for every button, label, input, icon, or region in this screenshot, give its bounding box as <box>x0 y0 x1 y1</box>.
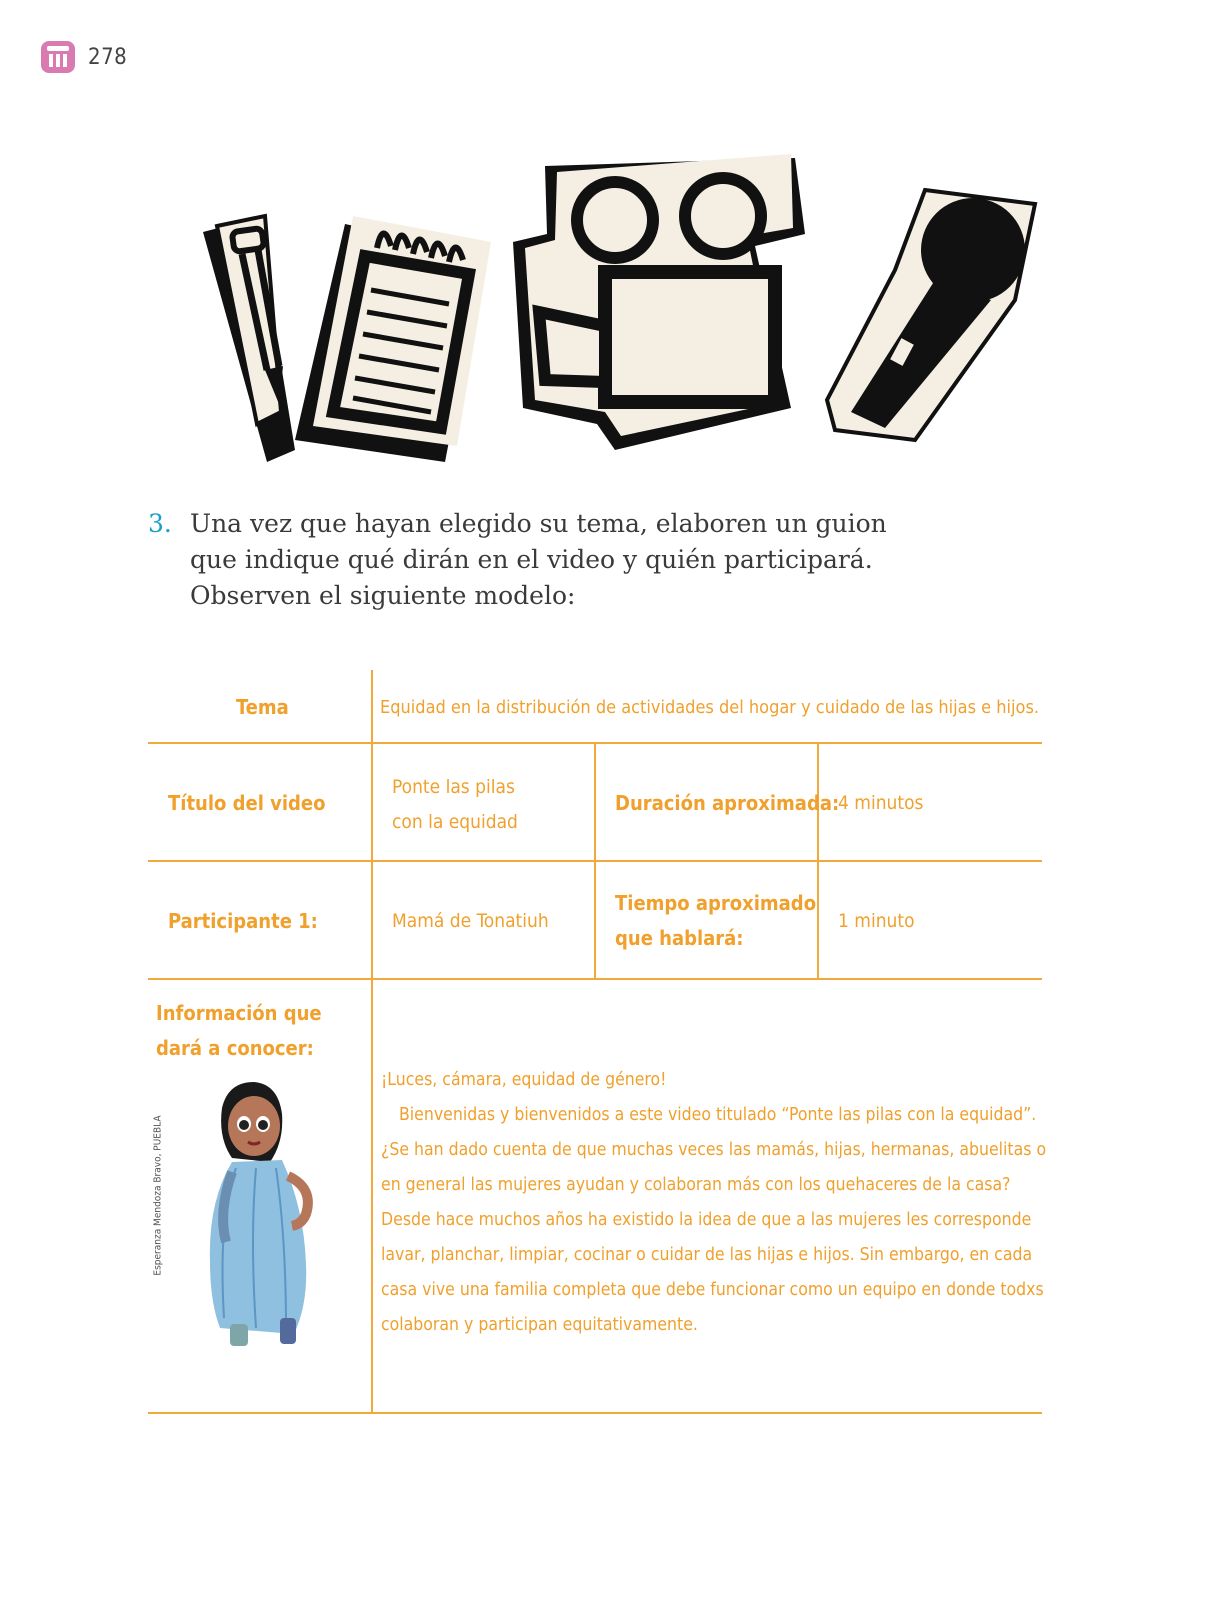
table-divider <box>594 742 596 980</box>
info-label <box>156 996 322 1066</box>
titulo-label: Título del video <box>168 791 326 815</box>
duracion-value: 4 minutos <box>838 792 924 814</box>
tiempo-label <box>615 886 816 956</box>
table-divider <box>371 670 373 1414</box>
tiempo-value: 1 minuto <box>838 910 915 932</box>
video-camera-icon <box>513 154 805 450</box>
tema-label: Tema <box>236 695 289 719</box>
titulo-value <box>392 770 518 840</box>
titulo-value-line: Ponte las pilas <box>392 776 515 798</box>
script-paragraph: Bienvenidas y bienvenidos a este video titulado “Ponte las pilas con la equidad”. ¿Se han dado cuenta de que muchas veces las mamás, hijas, hermanas, abuelitas o en general las mujeres ayudan y colaboran más con los quehaceres de la casa? Desde hace muchos años ha existido la idea de que a las mujeres les corresponde lavar, planchar, limpiar, cocinar o cuidar de las hijas e hijos. Sin embargo, en cada casa vive una familia completa que debe funcionar como un equipo en donde todxs colaboran y participan equitativamente. <box>381 1105 1047 1335</box>
illustration-credit: Esperanza Mendoza Bravo, PUEBLA <box>152 1115 164 1276</box>
info-label-line: dará a conocer: <box>156 1036 314 1060</box>
table-divider <box>148 1412 1042 1414</box>
woman-character-illustration <box>196 1078 331 1353</box>
instruction-text: Una vez que hayan elegido su tema, elaboren un guion que indique qué dirán en el video y quién participará. Observen el siguiente modelo: <box>190 509 887 610</box>
page-header <box>40 40 127 74</box>
script-opening: ¡Luces, cámara, equidad de género! <box>381 1070 667 1090</box>
notepad-icon <box>295 216 491 462</box>
tema-value: Equidad en la distribución de actividades del hogar y cuidado de las hijas e hijos. <box>380 697 1040 718</box>
table-divider <box>817 742 819 980</box>
participante-label: Participante 1: <box>168 909 318 933</box>
participante-value: Mamá de Tonatiuh <box>392 910 549 932</box>
script-table <box>148 670 1064 1445</box>
pencil-icon <box>203 216 295 462</box>
instruction-paragraph <box>148 506 908 614</box>
media-tools-illustration <box>195 150 1055 470</box>
instruction-number: 3. <box>148 509 172 538</box>
tiempo-label-line: que hablará: <box>615 926 744 950</box>
titulo-value-line: con la equidad <box>392 811 518 833</box>
info-label-line: Información que <box>156 1001 322 1025</box>
duracion-label: Duración aproximada: <box>615 791 840 815</box>
script-body <box>381 1063 1061 1343</box>
aztec-glyph-icon <box>40 40 76 74</box>
tiempo-label-line: Tiempo aproximado <box>615 891 817 915</box>
page-number: 278 <box>88 44 128 70</box>
microphone-icon <box>827 190 1035 440</box>
